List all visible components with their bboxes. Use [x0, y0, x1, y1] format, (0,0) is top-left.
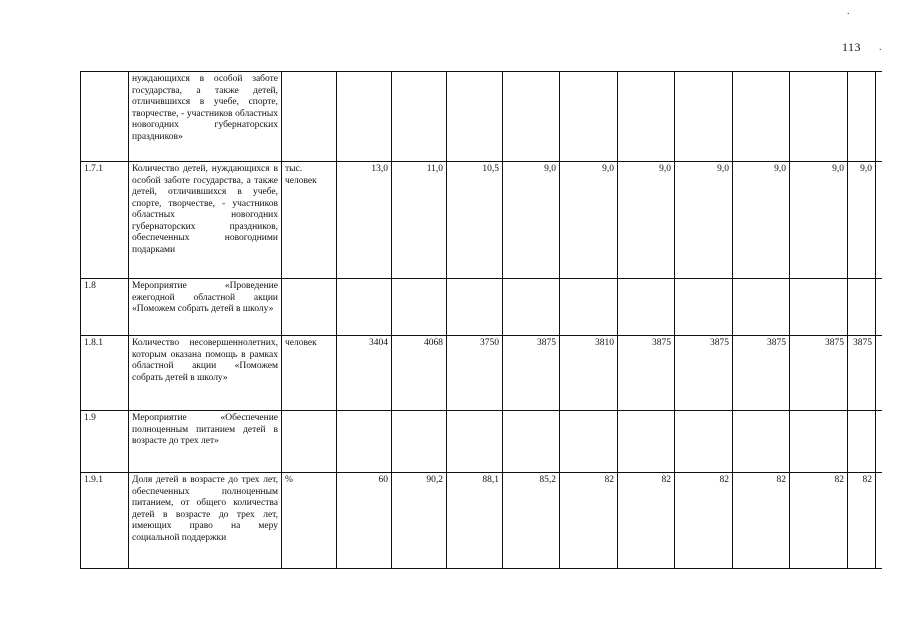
value-cell: [560, 411, 618, 473]
value-cell: [392, 411, 447, 473]
value-cell: [503, 279, 560, 336]
value-cell: 82: [733, 473, 790, 569]
value-cell: [790, 72, 848, 162]
value-cell: [618, 279, 675, 336]
value-cell: 10,5: [447, 162, 503, 279]
value-cell: [848, 72, 876, 162]
value-cell: [848, 279, 876, 336]
empty-cell: [876, 336, 883, 411]
value-cell: 60: [337, 473, 392, 569]
value-cell: 3750: [447, 336, 503, 411]
scan-speck: .: [847, 6, 850, 17]
value-cell: 85,2: [503, 473, 560, 569]
row-unit: тыс. человек: [282, 162, 337, 279]
row-number: 1.7.1: [81, 162, 129, 279]
row-description: Количество детей, нуждающихся в особой заботе государства, а также детей, отличившихся в учебе, спорте, творчестве, - участников областных новогодних губернаторских праздников, обеспеченных новогодними подарками: [129, 162, 282, 279]
value-cell: 9,0: [790, 162, 848, 279]
empty-cell: [876, 411, 883, 473]
value-cell: [503, 411, 560, 473]
value-cell: 11,0: [392, 162, 447, 279]
table-row: [81, 279, 883, 336]
value-cell: [503, 72, 560, 162]
value-cell: [337, 279, 392, 336]
value-cell: 90,2: [392, 473, 447, 569]
value-cell: 82: [560, 473, 618, 569]
empty-cell: [876, 162, 883, 279]
row-number: [81, 72, 129, 162]
value-cell: [447, 279, 503, 336]
empty-cell: [876, 279, 883, 336]
value-cell: [733, 279, 790, 336]
value-cell: [733, 411, 790, 473]
empty-cell: [876, 72, 883, 162]
indicators-table: [80, 71, 882, 569]
scan-speck: .: [879, 42, 882, 53]
row-description: Мероприятие «Проведение ежегодной областной акции «Поможем собрать детей в школу»: [129, 279, 282, 336]
row-number: 1.8: [81, 279, 129, 336]
table-row: [81, 72, 883, 162]
value-cell: 3404: [337, 336, 392, 411]
value-cell: 4068: [392, 336, 447, 411]
value-cell: 82: [675, 473, 733, 569]
value-cell: 9,0: [848, 162, 876, 279]
row-description: Мероприятие «Обеспечение полноценным питанием детей в возрасте до трех лет»: [129, 411, 282, 473]
value-cell: 13,0: [337, 162, 392, 279]
value-cell: 88,1: [447, 473, 503, 569]
row-number: 1.9: [81, 411, 129, 473]
value-cell: [733, 72, 790, 162]
value-cell: 82: [848, 473, 876, 569]
value-cell: 3875: [790, 336, 848, 411]
table-row: [81, 336, 883, 411]
empty-cell: [876, 473, 883, 569]
row-number: 1.9.1: [81, 473, 129, 569]
value-cell: [560, 279, 618, 336]
value-cell: [618, 72, 675, 162]
value-cell: 9,0: [733, 162, 790, 279]
value-cell: [675, 72, 733, 162]
value-cell: [675, 279, 733, 336]
row-description: Количество несовершеннолетних, которым оказана помощь в рамках областной акции «Поможем собрать детей в школу»: [129, 336, 282, 411]
row-description: Доля детей в возрасте до трех лет, обеспеченных полноценным питанием, от общего количества детей в возрасте до трех лет, имеющих право на меру социальной поддержки: [129, 473, 282, 569]
table-row: [81, 473, 883, 569]
row-number: 1.8.1: [81, 336, 129, 411]
value-cell: 3810: [560, 336, 618, 411]
value-cell: 3875: [848, 336, 876, 411]
value-cell: 9,0: [618, 162, 675, 279]
row-unit: [282, 279, 337, 336]
value-cell: [560, 72, 618, 162]
value-cell: 9,0: [503, 162, 560, 279]
value-cell: 9,0: [675, 162, 733, 279]
row-unit: %: [282, 473, 337, 569]
value-cell: 82: [790, 473, 848, 569]
page-number: 113: [842, 40, 862, 54]
row-unit: [282, 411, 337, 473]
row-unit: [282, 72, 337, 162]
value-cell: 3875: [675, 336, 733, 411]
table-row: [81, 162, 883, 279]
value-cell: [337, 411, 392, 473]
value-cell: [790, 411, 848, 473]
value-cell: [675, 411, 733, 473]
value-cell: 3875: [618, 336, 675, 411]
value-cell: 9,0: [560, 162, 618, 279]
value-cell: 3875: [503, 336, 560, 411]
value-cell: [392, 72, 447, 162]
value-cell: 82: [618, 473, 675, 569]
value-cell: [848, 411, 876, 473]
value-cell: [790, 279, 848, 336]
table-row: [81, 411, 883, 473]
row-description: нуждающихся в особой заботе государства, а также детей, отличившихся в учебе, спорте, творчестве, - участников областных новогодних губернаторских праздников»: [129, 72, 282, 162]
value-cell: [447, 72, 503, 162]
value-cell: [392, 279, 447, 336]
row-unit: человек: [282, 336, 337, 411]
value-cell: [447, 411, 503, 473]
value-cell: [337, 72, 392, 162]
value-cell: 3875: [733, 336, 790, 411]
value-cell: [618, 411, 675, 473]
